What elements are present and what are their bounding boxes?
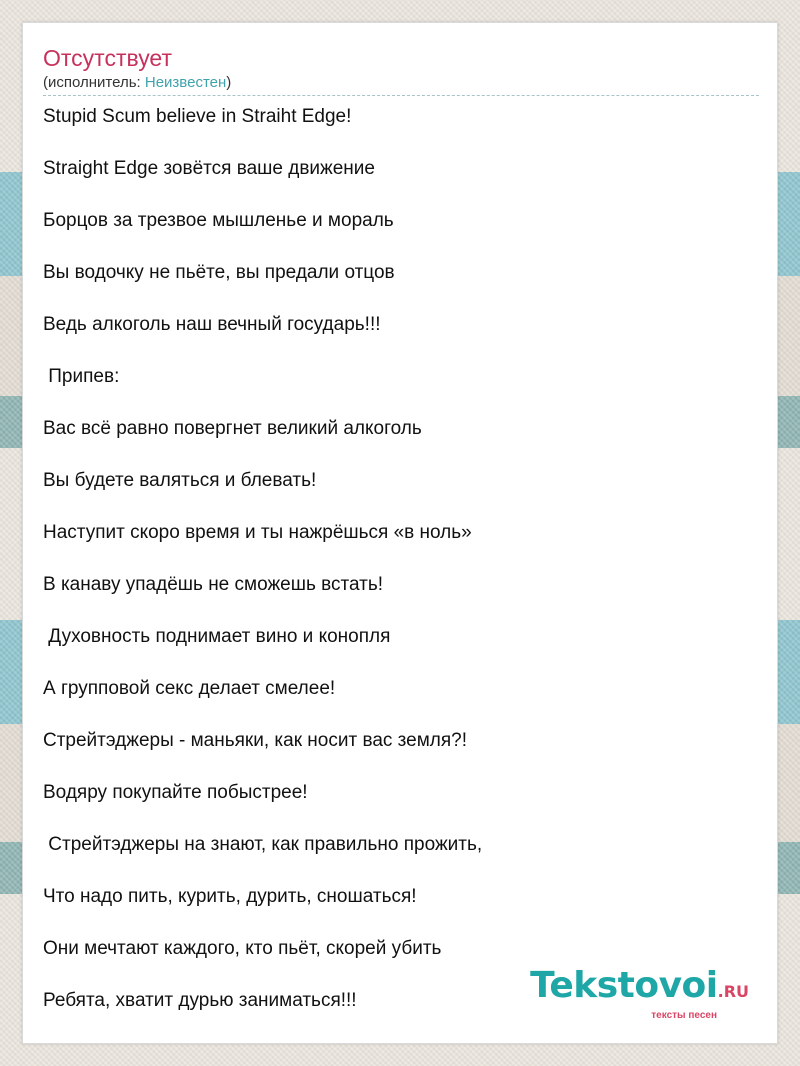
artist-suffix: ) bbox=[226, 74, 232, 91]
logo-tld: .RU bbox=[717, 982, 749, 1001]
lyric-line: Вас всё равно повергнет великий алкоголь bbox=[43, 418, 422, 439]
artist-link[interactable]: Неизвестен bbox=[144, 74, 227, 91]
site-logo[interactable] bbox=[530, 967, 749, 1021]
lyric-line: Stupid Scum believe in Straiht Edge! bbox=[43, 106, 352, 127]
lyric-line: Ребята, хватит дурью заниматься!!! bbox=[43, 990, 357, 1011]
lyric-line: А групповой секс делает смелее! bbox=[43, 678, 336, 699]
lyric-line: Они мечтают каждого, кто пьёт, скорей убить bbox=[43, 938, 442, 959]
song-header bbox=[43, 43, 759, 96]
lyric-line: В канаву упадёшь не сможешь встать! bbox=[43, 574, 384, 595]
chorus-label: Припев: bbox=[43, 366, 120, 387]
lyrics-sheet bbox=[22, 22, 778, 1044]
artist-prefix: (исполнитель: bbox=[43, 74, 145, 91]
lyric-line: Вы будете валяться и блевать! bbox=[43, 470, 317, 491]
lyric-line: Ведь алкоголь наш вечный государь!!! bbox=[43, 314, 381, 335]
logo-wordmark bbox=[530, 967, 749, 1011]
logo-tagline: тексты песен bbox=[651, 1010, 717, 1021]
lyric-line: Наступит скоро время и ты нажрёшься «в ноль» bbox=[43, 522, 472, 543]
lyric-line: Стрейтэджеры - маньяки, как носит вас земля?! bbox=[43, 730, 468, 751]
lyric-line: Вы водочку не пьёте, вы предали отцов bbox=[43, 262, 395, 283]
lyric-line: Стрейтэджеры на знают, как правильно прожить, bbox=[43, 834, 483, 855]
lyric-line: Водяру покупайте побыстрее! bbox=[43, 782, 308, 803]
lyrics-list bbox=[43, 103, 759, 1039]
artist-line bbox=[43, 73, 759, 93]
logo-name: Tekstovoi bbox=[530, 965, 718, 1006]
lyric-line: Духовность поднимает вино и конопля bbox=[43, 626, 391, 647]
lyric-line: Борцов за трезвое мышленье и мораль bbox=[43, 210, 394, 231]
lyric-line: Straight Edge зовётся ваше движение bbox=[43, 158, 375, 179]
lyric-line: Что надо пить, курить, дурить, сношаться! bbox=[43, 886, 417, 907]
song-title: Отсутствует bbox=[43, 45, 172, 71]
